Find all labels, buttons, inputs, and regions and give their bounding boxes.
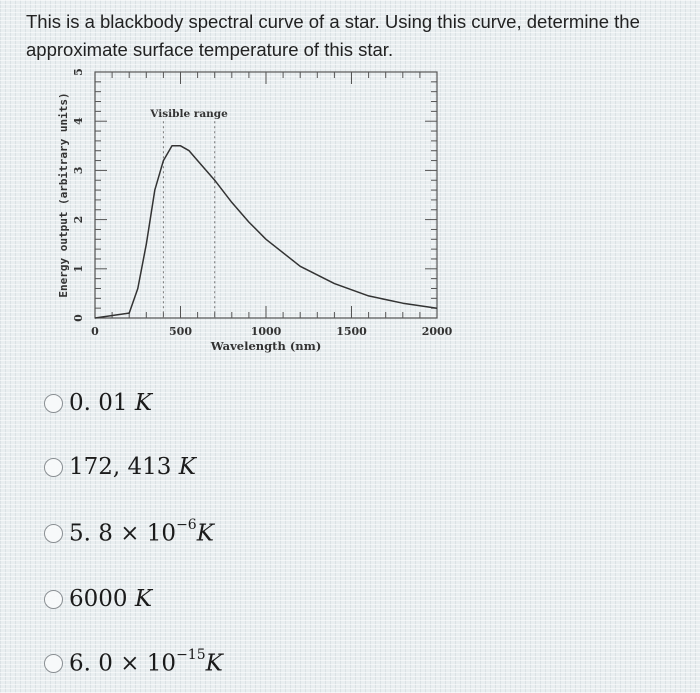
visible-range-label: Visible range bbox=[150, 108, 228, 121]
x-axis-title: Wavelength (nm) bbox=[210, 339, 322, 353]
x-tick-label: 1500 bbox=[336, 325, 367, 338]
option-3[interactable] bbox=[44, 517, 214, 547]
radio-button[interactable] bbox=[44, 524, 63, 543]
y-tick-label: 1 bbox=[72, 264, 85, 273]
radio-button[interactable] bbox=[44, 394, 63, 413]
option-4-text: 6000 K bbox=[69, 586, 153, 612]
radio-button[interactable] bbox=[44, 590, 63, 609]
x-tick-label: 1000 bbox=[250, 325, 282, 338]
blackbody-chart bbox=[52, 60, 472, 370]
chart-svg bbox=[52, 60, 472, 370]
x-tick-label: 500 bbox=[169, 325, 192, 338]
y-tick-label: 2 bbox=[72, 215, 85, 224]
option-1[interactable] bbox=[44, 390, 152, 416]
y-tick-label: 3 bbox=[72, 166, 85, 175]
y-tick-label: 4 bbox=[72, 117, 85, 126]
y-tick-label: 0 bbox=[72, 314, 85, 322]
option-5-text: 6. $0 \times 10^{-15}K$ bbox=[69, 647, 223, 677]
x-tick-label: 2000 bbox=[421, 325, 453, 338]
spectrum-curve bbox=[95, 146, 437, 318]
radio-button[interactable] bbox=[44, 654, 63, 673]
radio-button[interactable] bbox=[44, 458, 63, 477]
option-2[interactable] bbox=[44, 454, 196, 480]
question-text: This is a blackbody spectral curve of a star. Using this curve, determine the approximate surface temperature of this star. bbox=[26, 11, 640, 60]
y-tick-label: 5 bbox=[72, 68, 85, 76]
option-3-text: 5. $8 \times 10^{-6}K$ bbox=[69, 517, 214, 547]
y-axis-title: Energy output (arbitrary units) bbox=[57, 92, 70, 298]
option-5[interactable] bbox=[44, 647, 223, 677]
plot-frame bbox=[95, 72, 437, 318]
option-1-text: 0. 01 K bbox=[69, 390, 153, 416]
option-4[interactable] bbox=[44, 586, 152, 612]
option-2-text: 172, 413 K bbox=[69, 454, 196, 480]
x-tick-label: 0 bbox=[91, 325, 99, 338]
